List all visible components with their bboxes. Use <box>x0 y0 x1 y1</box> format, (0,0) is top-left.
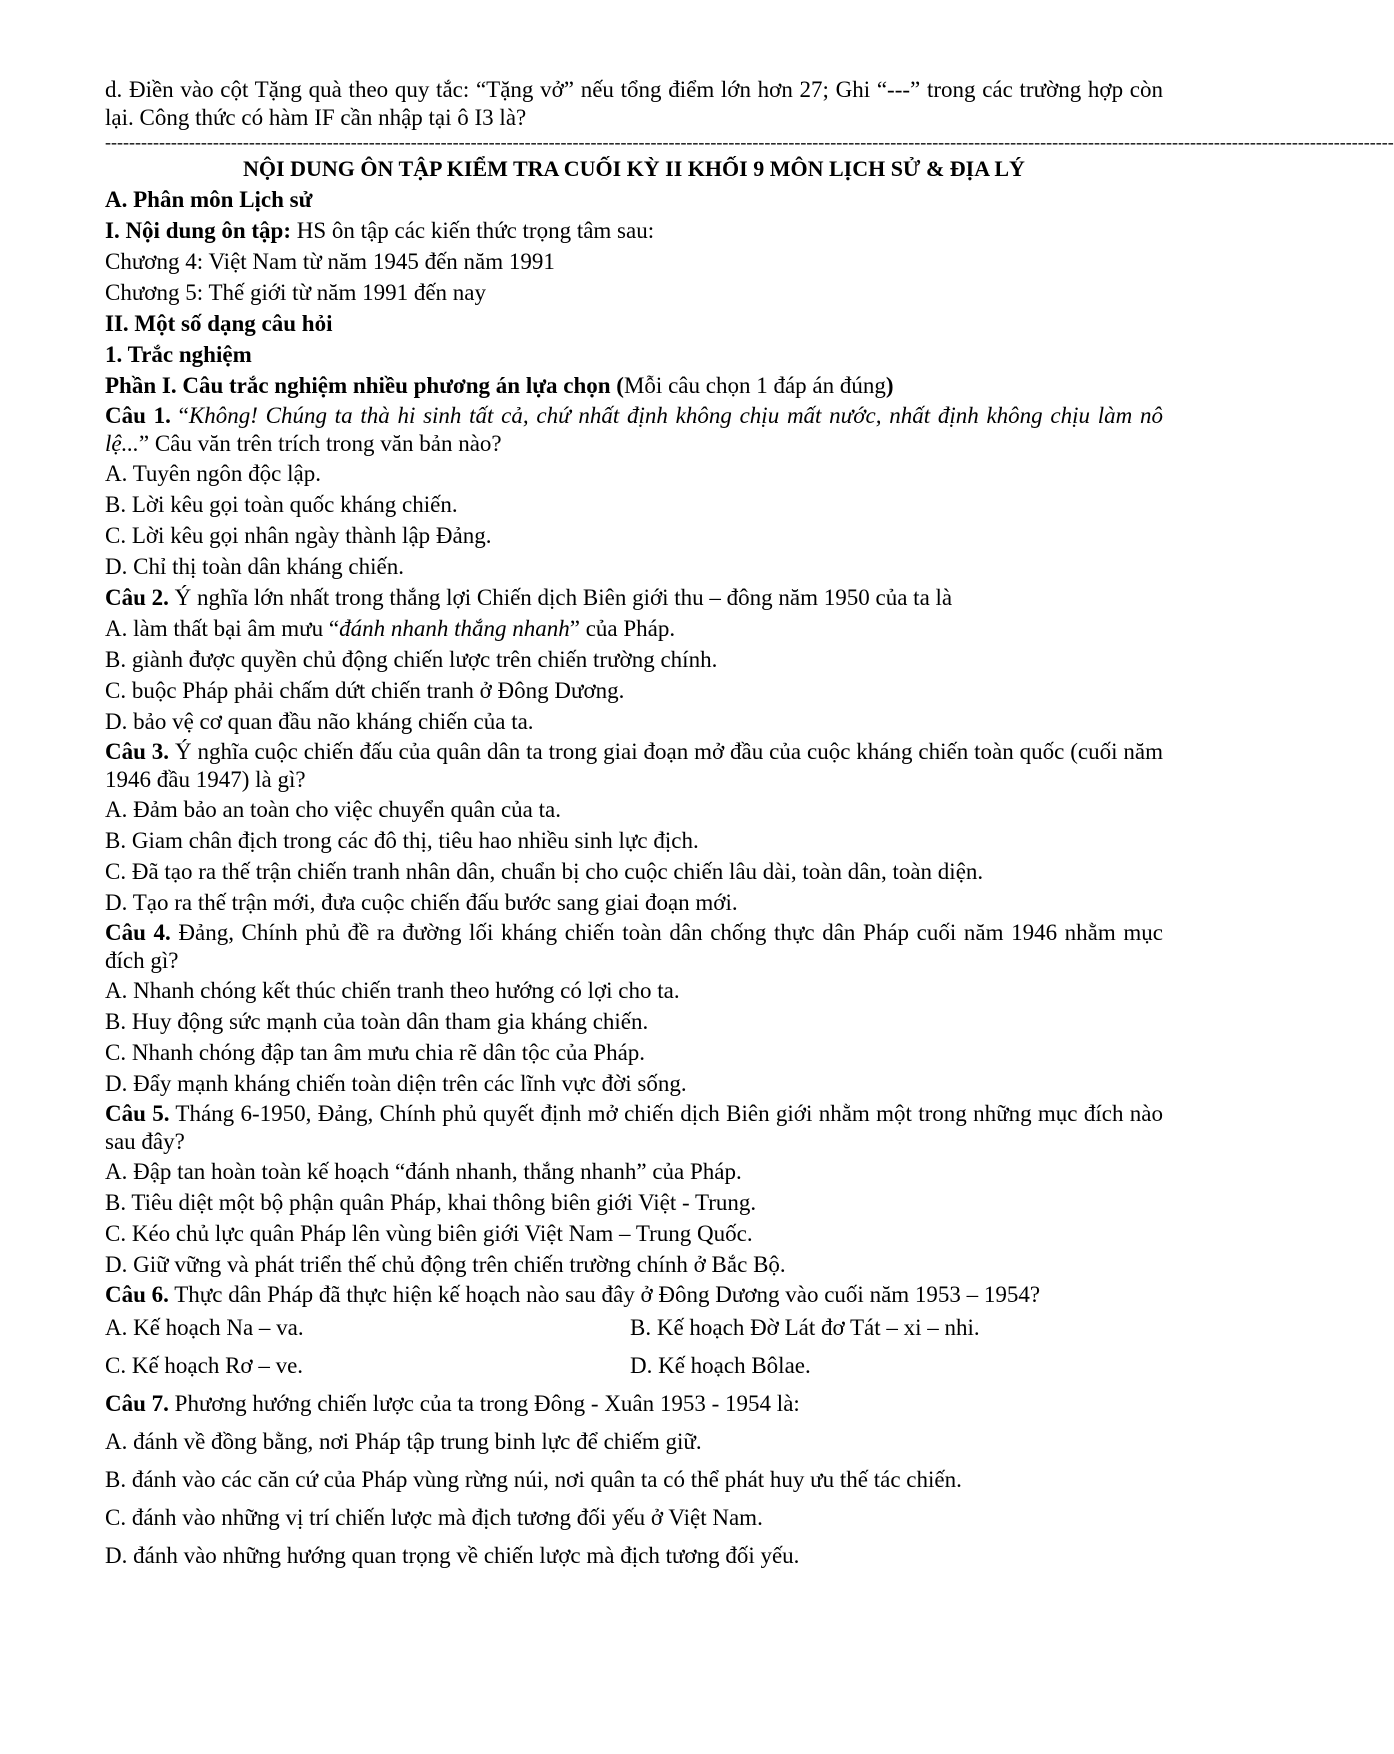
section-a-heading: A. Phân môn Lịch sử <box>105 187 313 212</box>
answer-option: D. Chỉ thị toàn dân kháng chiến. <box>105 554 404 579</box>
option-text: ” của Pháp. <box>569 616 676 641</box>
question-text: Tháng 6-1950, Đảng, Chính phủ quyết định mở chiến dịch Biên giới nhằm một trong những mục đích nào sau đây? <box>105 1101 1163 1154</box>
quote-open: “ <box>170 403 189 428</box>
question-2 <box>105 582 1163 613</box>
question-quote: Không! Chúng ta thà hi sinh tất cả, chứ nhất định không chịu mất nước, nhất định không chịu làm nô lệ... <box>105 403 1163 456</box>
question-label: Câu 3. <box>105 739 170 764</box>
answer-option: D. Kế hoạch Bôlae. <box>630 1353 811 1378</box>
answer-option: A. Nhanh chóng kết thúc chiến tranh theo hướng có lợi cho ta. <box>105 978 680 1003</box>
option-text: A. làm thất bại âm mưu “ <box>105 616 340 641</box>
answer-option: A. Tuyên ngôn độc lập. <box>105 461 321 486</box>
chapter-item: Chương 4: Việt Nam từ năm 1945 đến năm 1991 <box>105 249 555 274</box>
section-ii-heading: II. Một số dạng câu hỏi <box>105 311 333 336</box>
document-content <box>105 76 1394 1575</box>
answer-option: A. Đập tan hoàn toàn kế hoạch “đánh nhanh, thắng nhanh” của Pháp. <box>105 1159 742 1184</box>
subsection-heading: 1. Trắc nghiệm <box>105 342 252 367</box>
question-7 <box>105 1385 1163 1423</box>
part-i-label: Phần I. Câu trắc nghiệm nhiều phương án lựa chọn ( <box>105 373 624 398</box>
answer-option: B. đánh vào các căn cứ của Pháp vùng rừng núi, nơi quân ta có thể phát huy ưu thế tác chiến. <box>105 1467 962 1492</box>
part-i-close: ) <box>885 373 894 398</box>
question-label: Câu 2. <box>105 585 169 610</box>
part-i-heading <box>105 370 1163 401</box>
question-text: Phương hướng chiến lược của ta trong Đông - Xuân 1953 - 1954 là: <box>168 1391 800 1416</box>
answer-option: C. Nhanh chóng đập tan âm mưu chia rẽ dân tộc của Pháp. <box>105 1040 646 1065</box>
question-text: Thực dân Pháp đã thực hiện kế hoạch nào sau đây ở Đông Dương vào cuối năm 1953 – 1954? <box>168 1282 1041 1307</box>
answer-option: C. Đã tạo ra thế trận chiến tranh nhân dân, chuẩn bị cho cuộc chiến lâu dài, toàn dân, toàn diện. <box>105 859 984 884</box>
question-1 <box>105 402 1163 458</box>
question-text: Đảng, Chính phủ đề ra đường lối kháng chiến toàn dân chống thực dân Pháp cuối năm 1946 nhằm mục đích gì? <box>105 920 1163 973</box>
dashed-divider: ----------------------------------------------------------------------------------------------------------------------------------------------------------------------------------------------------------------------- <box>105 132 1394 152</box>
question-text: Ý nghĩa cuộc chiến đấu của quân dân ta trong giai đoạn mở đầu của cuộc kháng chiến toàn quốc (cuối năm 1946 đầu 1947) là gì? <box>105 739 1163 792</box>
section-i <box>105 215 1163 246</box>
option-row <box>105 1309 1163 1347</box>
answer-option: D. Giữ vững và phát triển thế chủ động trên chiến trường chính ở Bắc Bộ. <box>105 1252 786 1277</box>
question-6 <box>105 1281 1163 1309</box>
question-label: Câu 6. <box>105 1282 169 1307</box>
answer-option: D. Tạo ra thế trận mới, đưa cuộc chiến đấu bước sang giai đoạn mới. <box>105 890 738 915</box>
answer-option: B. Lời kêu gọi toàn quốc kháng chiến. <box>105 492 458 517</box>
answer-option: A. đánh về đồng bằng, nơi Pháp tập trung binh lực để chiếm giữ. <box>105 1429 702 1454</box>
question-label: Câu 5. <box>105 1101 170 1126</box>
question-label: Câu 1. <box>105 403 171 428</box>
section-i-text: HS ôn tập các kiến thức trọng tâm sau: <box>290 218 655 243</box>
answer-option: D. đánh vào những hướng quan trọng về chiến lược mà địch tương đối yếu. <box>105 1543 800 1568</box>
question-label: Câu 4. <box>105 920 171 945</box>
answer-option: B. giành được quyền chủ động chiến lược trên chiến trường chính. <box>105 647 718 672</box>
answer-option: C. Kéo chủ lực quân Pháp lên vùng biên giới Việt Nam – Trung Quốc. <box>105 1221 753 1246</box>
answer-option: D. Đẩy mạnh kháng chiến toàn diện trên các lĩnh vực đời sống. <box>105 1071 687 1096</box>
answer-option: D. bảo vệ cơ quan đầu não kháng chiến của ta. <box>105 709 534 734</box>
answer-option: A. Đảm bảo an toàn cho việc chuyển quân của ta. <box>105 797 561 822</box>
answer-option: A. Kế hoạch Na – va. <box>105 1315 304 1340</box>
intro-paragraph: d. Điền vào cột Tặng quà theo quy tắc: “Tặng vở” nếu tổng điểm lớn hơn 27; Ghi “---” trong các trường hợp còn lại. Công thức có hàm IF cần nhập tại ô I3 là? <box>105 77 1163 130</box>
question-5 <box>105 1100 1163 1156</box>
chapter-item: Chương 5: Thế giới từ năm 1991 đến nay <box>105 280 487 305</box>
answer-option: B. Tiêu diệt một bộ phận quân Pháp, khai thông biên giới Việt - Trung. <box>105 1190 757 1215</box>
answer-option: B. Huy động sức mạnh của toàn dân tham gia kháng chiến. <box>105 1009 649 1034</box>
answer-option: B. Giam chân địch trong các đô thị, tiêu hao nhiều sinh lực địch. <box>105 828 699 853</box>
answer-option: B. Kế hoạch Đờ Lát đơ Tát – xi – nhi. <box>630 1315 980 1340</box>
section-i-label: I. Nội dung ôn tập: <box>105 218 291 243</box>
question-text: ” Câu văn trên trích trong văn bản nào? <box>138 431 502 456</box>
document-title: NỘI DUNG ÔN TẬP KIỂM TRA CUỐI KỲ II KHỐI 9 MÔN LỊCH SỬ & ĐỊA LÝ <box>243 156 1025 181</box>
question-label: Câu 7. <box>105 1391 169 1416</box>
option-row <box>105 1347 1163 1385</box>
answer-option: C. buộc Pháp phải chấm dứt chiến tranh ở Đông Dương. <box>105 678 625 703</box>
answer-option <box>105 613 1163 644</box>
part-i-note: Mỗi câu chọn 1 đáp án đúng <box>623 373 886 398</box>
answer-option: C. Kế hoạch Rơ – ve. <box>105 1353 304 1378</box>
answer-option: C. Lời kêu gọi nhân ngày thành lập Đảng. <box>105 523 492 548</box>
answer-option: C. đánh vào những vị trí chiến lược mà địch tương đối yếu ở Việt Nam. <box>105 1505 763 1530</box>
option-italic: đánh nhanh thắng nhanh <box>339 616 570 641</box>
question-3 <box>105 738 1163 794</box>
question-4 <box>105 919 1163 975</box>
question-text: Ý nghĩa lớn nhất trong thắng lợi Chiến dịch Biên giới thu – đông năm 1950 của ta là <box>168 585 953 610</box>
